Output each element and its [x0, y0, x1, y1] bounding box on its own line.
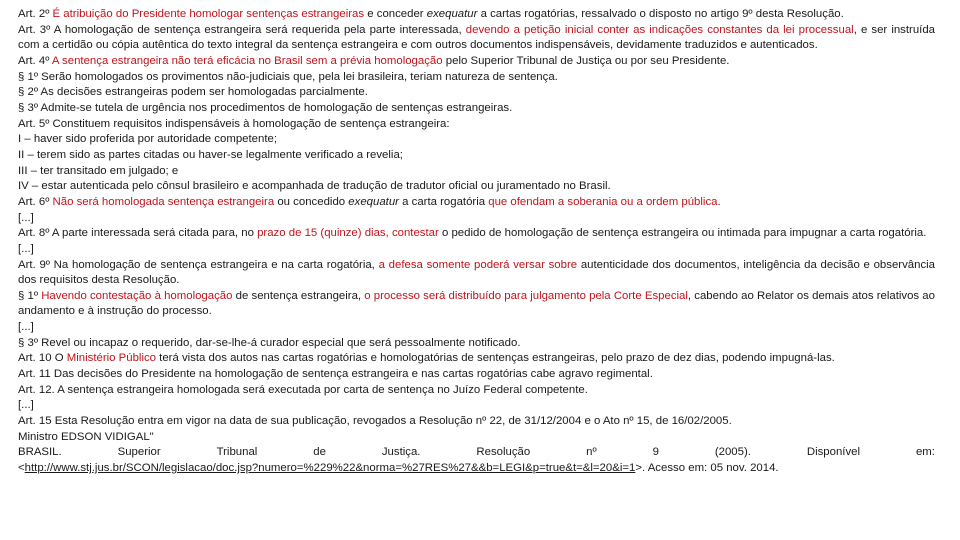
text-segment: Art. 2º [18, 8, 53, 20]
highlighted-text: prazo de 15 (quinze) dias, contestar [257, 227, 439, 240]
paragraph [18, 414, 935, 430]
reference-word: de [313, 446, 326, 459]
paragraph [18, 289, 935, 320]
paragraph [18, 132, 935, 148]
text-segment: Art. 6º [18, 195, 53, 208]
text-segment: e conceder [364, 8, 427, 20]
reference-link-line [18, 461, 935, 477]
text-segment: pelo Superior Tribunal de Justiça ou por seu Presidente. [442, 54, 730, 67]
text-segment: . [717, 195, 721, 208]
highlighted-text: Não será homologada sentença estrangeira [52, 195, 275, 208]
text-segment: a carta rogatória [398, 195, 489, 208]
paragraph [18, 85, 935, 101]
paragraph [18, 211, 935, 227]
text-segment: a cartas rogatórias, ressalvado o disposto no artigo 9º desta Resolução. [477, 8, 844, 20]
text-segment: Art. 9º Na homologação de sentença estrangeira e na carta rogatória, [18, 258, 379, 271]
paragraph [18, 70, 935, 86]
text-segment: § 3º Revel ou incapaz o requerido, dar-se-lhe-á curador especial que será pessoalmente notificado. [18, 336, 521, 349]
text-segment: II – terem sido as partes citadas ou haver-se legalmente verificado a revelia; [18, 148, 403, 161]
text-segment: [...] [18, 242, 34, 255]
highlighted-text: que ofendam a soberania ou a ordem pública [488, 195, 718, 208]
paragraph [18, 117, 935, 133]
text-segment: § 1º [18, 289, 42, 302]
text-segment: ou concedido [274, 195, 349, 208]
reference-word: Superior [117, 446, 161, 459]
italic-term: exequatur [348, 195, 399, 208]
paragraph [18, 179, 935, 195]
text-segment: Art. 12. A sentença estrangeira homologada será executada por carta de sentença no Juízo Federal competente. [18, 383, 588, 396]
reference-word: (2005). [714, 446, 751, 459]
text-segment: [...] [18, 399, 34, 412]
paragraph [18, 398, 935, 414]
paragraph [18, 336, 935, 352]
highlighted-text: A sentença estrangeira não terá eficácia no Brasil sem a prévia homologação [51, 54, 443, 67]
paragraph [18, 430, 935, 446]
resolution-text [18, 7, 935, 445]
paragraph [18, 164, 935, 180]
reference-word: nº [586, 446, 597, 459]
highlighted-text: Havendo contestação à homologação [41, 289, 233, 302]
reference-word: Resolução [476, 446, 531, 459]
text-segment: Ministro EDSON VIDIGAL" [18, 430, 154, 443]
paragraph [18, 101, 935, 117]
reference-word: 9 [652, 446, 659, 459]
text-segment: Art. 4º [18, 54, 52, 67]
text-segment: [...] [18, 211, 34, 224]
highlighted-text: a defesa somente poderá versar sobre [378, 258, 578, 271]
text-segment: Art. 5º Constituem requisitos indispensáveis à homologação de sentença estrangeira: [18, 117, 450, 130]
paragraph [18, 351, 935, 367]
text-segment: IV – estar autenticada pelo cônsul brasileiro e acompanhada de tradução de tradutor oficial ou juramentado no Brasil. [18, 180, 611, 193]
paragraph [18, 54, 935, 70]
text-segment: I – haver sido proferida por autoridade competente; [18, 133, 277, 146]
reference-word: Tribunal [216, 446, 258, 459]
text-segment: III – ter transitado em julgado; e [18, 164, 179, 177]
text-segment: Art. 11 Das decisões do Presidente na homologação de sentença estrangeira e nas cartas rogatórias cabe agravo regimental. [18, 368, 653, 381]
highlighted-text: devendo a petição inicial conter as indicações constantes da lei processual [465, 23, 854, 36]
link-open-bracket: < [18, 462, 25, 475]
reference-word: Justiça. [381, 446, 421, 459]
paragraph [18, 148, 935, 164]
paragraph [18, 258, 935, 289]
reference-word: BRASIL. [18, 446, 62, 459]
text-segment: § 3º Admite-se tutela de urgência nos procedimentos de homologação de sentenças estrangeiras. [18, 101, 513, 114]
paragraph [18, 226, 935, 242]
paragraph [18, 195, 935, 211]
paragraph [18, 23, 935, 54]
access-date: >. Acesso em: 05 nov. 2014. [635, 462, 779, 475]
text-segment: § 2º As decisões estrangeiras podem ser homologadas parcialmente. [18, 86, 368, 99]
document-body [18, 7, 935, 477]
text-segment: , cabendo ao Relator os demais atos relativos ao andamento e à instrução do processo. [18, 289, 935, 318]
highlighted-text: Ministério Público [66, 352, 157, 365]
reference-citation [18, 445, 935, 461]
highlighted-text: o processo será distribuído para julgamento pela Corte Especial [364, 289, 688, 302]
italic-term: exequatur [426, 8, 478, 20]
paragraph [18, 7, 935, 23]
paragraph [18, 320, 935, 336]
text-segment: terá vista dos autos nas cartas rogatórias e homologatórias de sentenças estrangeiras, pelo prazo de dez dias, podendo impugná-las. [156, 352, 835, 365]
text-segment: Art. 10 O [18, 352, 67, 365]
text-segment: [...] [18, 321, 34, 334]
highlighted-text: É atribuição do Presidente homologar sentenças estrangeiras [52, 8, 365, 20]
paragraph [18, 367, 935, 383]
paragraph [18, 242, 935, 258]
text-segment: § 1º Serão homologados os provimentos não-judiciais que, pela lei brasileira, teriam natureza de sentença. [18, 70, 558, 83]
text-segment: Art. 3º A homologação de sentença estrangeira será requerida pela parte interessada, [18, 23, 466, 36]
text-segment: Art. 8º A parte interessada será citada para, no [18, 227, 258, 240]
text-segment: autenticidade dos documentos, inteligência da decisão e observância dos requisitos desta Resolução. [18, 258, 936, 287]
reference-word: em: [915, 446, 935, 459]
text-segment: de sentença estrangeira, [232, 289, 365, 302]
reference-link[interactable]: http://www.stj.jus.br/SCON/legislacao/doc.jsp?numero=%229%22&norma=%27RES%27&&b=LEGI&p=true&t=&l=20&i=1 [24, 462, 636, 475]
paragraph [18, 383, 935, 399]
text-segment: Art. 15 Esta Resolução entra em vigor na data de sua publicação, revogados a Resolução nº 22, de 31/12/2004 e o Ato nº 15, de 16/02/2005. [18, 415, 732, 428]
text-segment: , e ser instruída com a certidão ou cópia autêntica do texto integral da sentença estrangeira e com outros documentos indispensáveis, devidamente traduzidos e autenticados. [18, 23, 936, 52]
text-segment: o pedido de homologação de sentença estrangeira ou intimada para impugnar a carta rogatória. [438, 227, 927, 240]
reference-word: Disponível [806, 446, 861, 459]
